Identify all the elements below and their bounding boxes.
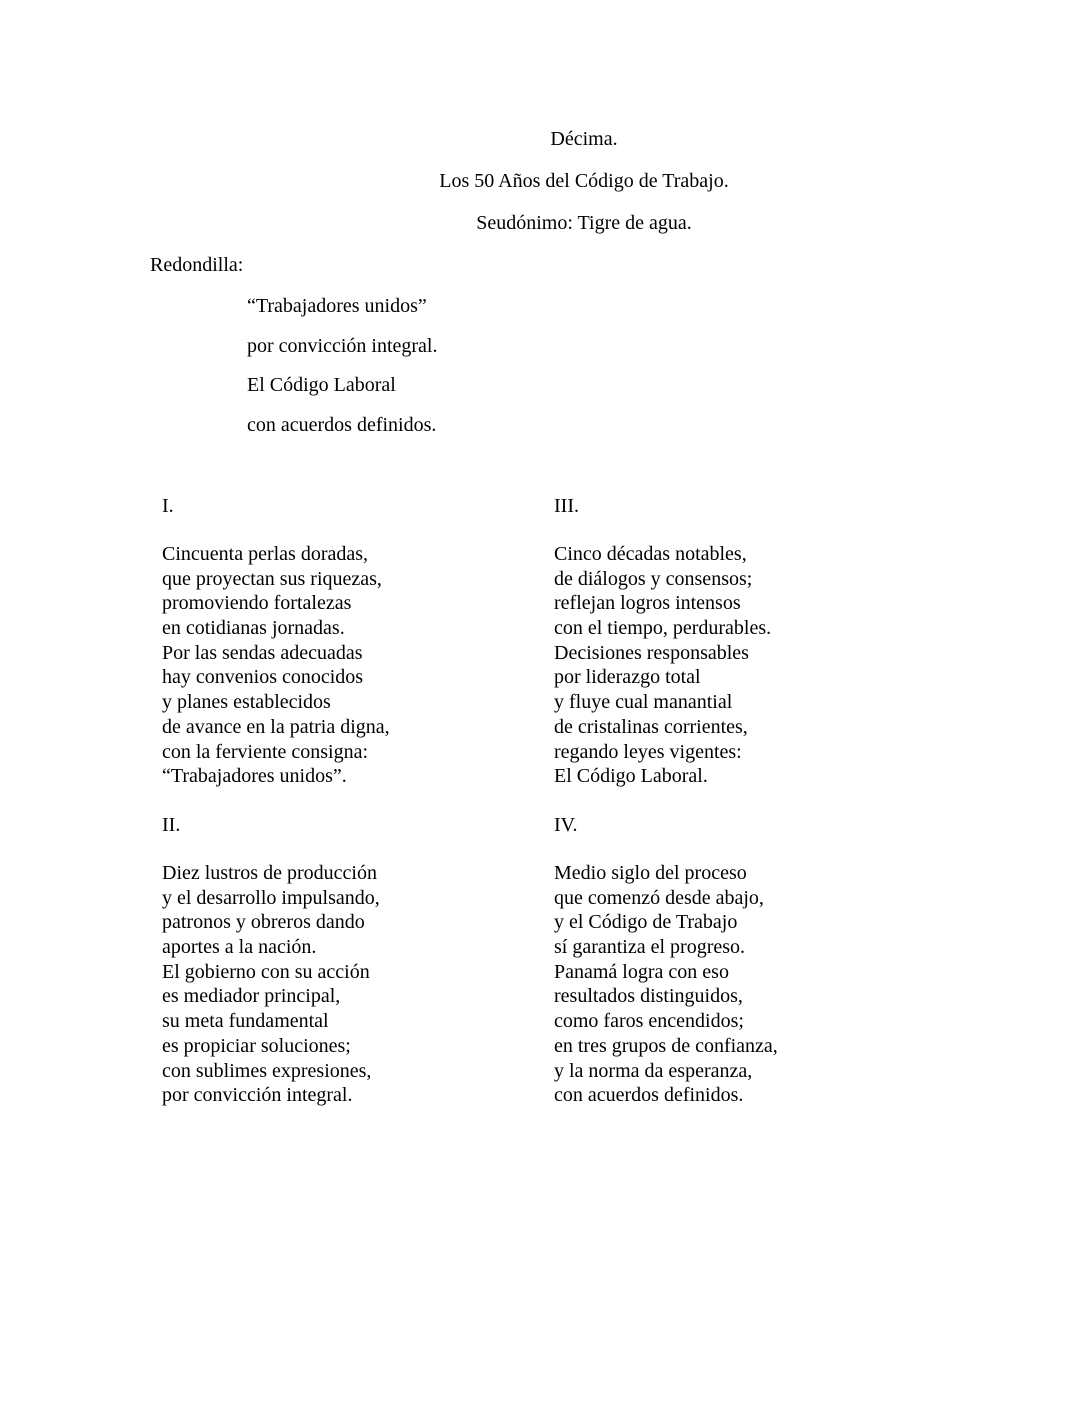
redondilla-line: El Código Laboral (247, 374, 396, 396)
stanza-iv (554, 813, 954, 1108)
verse-line: de cristalinas corrientes, (554, 715, 748, 738)
verse-line: reflejan logros intensos (554, 592, 741, 615)
stanza-i (162, 494, 562, 789)
verse-line: y el Código de Trabajo (554, 911, 738, 934)
stanza-numeral: I. (162, 495, 174, 517)
verse-line: El gobierno con su acción (162, 960, 370, 983)
verse-line: “Trabajadores unidos”. (162, 765, 347, 788)
verse-line: que proyectan sus riquezas, (162, 567, 382, 590)
author-pseudonym: Seudónimo: Tigre de agua. (476, 212, 692, 234)
stanza-ii (162, 813, 562, 1108)
verse-line: es mediador principal, (162, 985, 341, 1008)
verse-line: con la ferviente consigna: (162, 740, 369, 763)
verse-line: por liderazgo total (554, 666, 701, 689)
verse-line: Por las sendas adecuadas (162, 641, 363, 664)
verse-line: resultados distinguidos, (554, 985, 743, 1008)
verse-line: y el desarrollo impulsando, (162, 886, 380, 909)
verse-line: Cincuenta perlas doradas, (162, 543, 369, 565)
verse-line: con sublimes expresiones, (162, 1059, 372, 1082)
verse-line: Diez lustros de producción (162, 862, 377, 884)
verse-line: aportes a la nación. (162, 936, 317, 959)
verse-line: con el tiempo, perdurables. (554, 617, 772, 640)
verse-line: Cinco décadas notables, (554, 543, 747, 565)
verse-line: y la norma da esperanza, (554, 1059, 753, 1082)
verse-line: patronos y obreros dando (162, 911, 365, 934)
verse-line: con acuerdos definidos. (554, 1084, 744, 1107)
verse-line: hay convenios conocidos (162, 666, 364, 689)
verse-line: que comenzó desde abajo, (554, 886, 764, 909)
verse-line: sí garantiza el progreso. (554, 936, 746, 959)
verse-line: como faros encendidos; (554, 1010, 744, 1033)
verse-line: en tres grupos de confianza, (554, 1034, 778, 1057)
stanza-numeral: III. (554, 495, 579, 517)
verse-line: es propiciar soluciones; (162, 1034, 351, 1057)
verse-line: Decisiones responsables (554, 641, 749, 664)
redondilla-line: con acuerdos definidos. (247, 413, 437, 436)
redondilla-block (247, 294, 438, 452)
verse-line: y planes establecidos (162, 691, 331, 714)
verse-line: en cotidianas jornadas. (162, 617, 345, 640)
redondilla-line: “Trabajadores unidos” (247, 295, 427, 317)
redondilla-line: por convicción integral. (247, 334, 438, 357)
verse-line: su meta fundamental (162, 1010, 329, 1033)
verse-line: Panamá logra con eso (554, 960, 729, 983)
stanza-iii (554, 494, 954, 789)
redondilla-heading: Redondilla: (150, 254, 244, 276)
poem-title: Décima. (550, 128, 618, 150)
verse-line: regando leyes vigentes: (554, 740, 742, 763)
verse-line: Medio siglo del proceso (554, 862, 747, 884)
verse-line: promoviendo fortalezas (162, 592, 352, 615)
stanza-numeral: II. (162, 814, 181, 836)
verse-line: de diálogos y consensos; (554, 567, 753, 590)
verse-line: El Código Laboral. (554, 765, 708, 788)
verse-line: de avance en la patria digna, (162, 715, 390, 738)
verse-line: y fluye cual manantial (554, 691, 733, 714)
stanza-numeral: IV. (554, 814, 578, 836)
poem-subtitle: Los 50 Años del Código de Trabajo. (439, 170, 729, 192)
verse-line: por convicción integral. (162, 1084, 353, 1107)
